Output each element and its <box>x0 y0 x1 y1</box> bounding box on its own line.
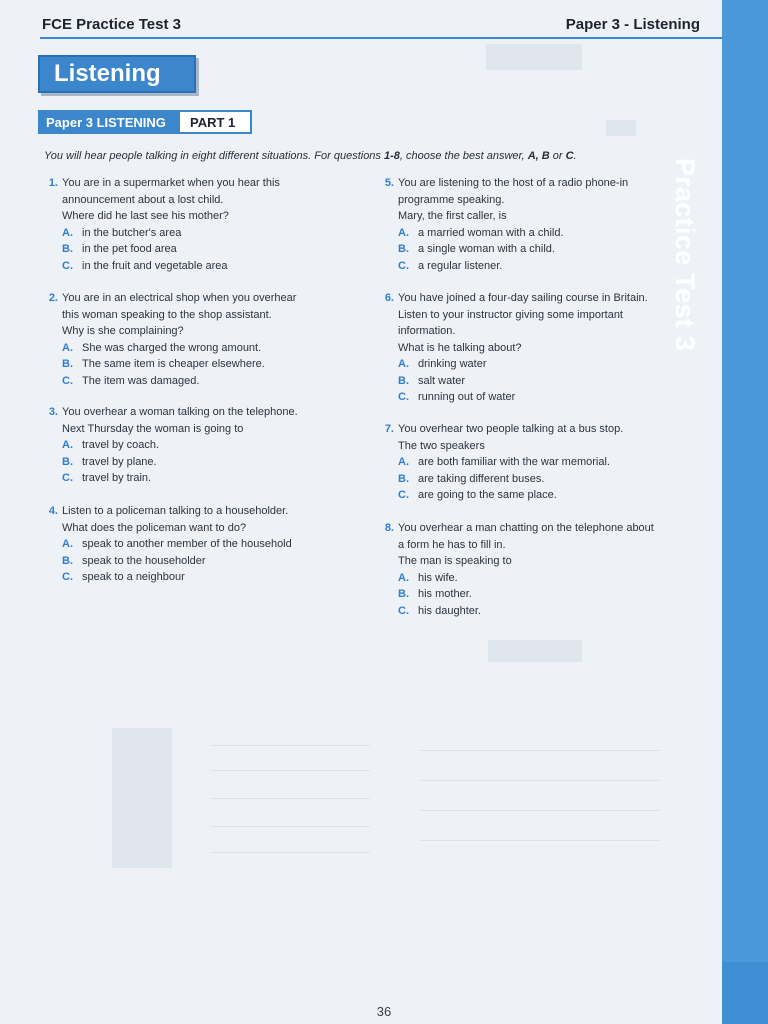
question-text: Where did he last see his mother? <box>62 210 229 222</box>
answer-option[interactable] <box>62 470 298 487</box>
option-text: in the pet food area <box>82 243 177 255</box>
option-text: She was charged the wrong amount. <box>82 341 262 354</box>
question-text: announcement about a lost child. <box>62 193 224 206</box>
instructions-range: 1-8 <box>383 150 400 162</box>
question-number: 3. <box>48 406 58 418</box>
answer-option[interactable] <box>398 454 623 471</box>
option-letter: B. <box>62 554 73 567</box>
answer-option[interactable] <box>62 569 292 586</box>
question-number: 2. <box>48 292 58 304</box>
option-text: a married woman with a child. <box>418 226 564 239</box>
option-text: travel by coach. <box>82 439 160 451</box>
question-text: information. <box>398 325 456 337</box>
question-text: You are listening to the host of a radio phone-in <box>398 177 629 189</box>
option-letter: A. <box>62 538 73 550</box>
option-letter: B. <box>398 472 409 485</box>
question-text: Why is she complaining? <box>62 325 184 337</box>
question-number: 6. <box>384 292 394 304</box>
question-8 <box>384 520 654 619</box>
question-text: You overhear two people talking at a bus stop. <box>398 423 624 435</box>
option-letter: A. <box>398 571 409 584</box>
instructions-text: You will hear people talking in eight different situations. For questions <box>44 150 384 162</box>
side-tab-band <box>722 0 768 1024</box>
option-text: are going to the same place. <box>418 489 557 501</box>
side-tab-label: Practice Test 3 <box>670 158 700 352</box>
ghost-line <box>210 745 370 746</box>
ghost-line <box>210 852 370 853</box>
answer-option[interactable] <box>62 373 296 390</box>
header-rule <box>40 37 724 39</box>
instructions-text: or <box>549 150 566 162</box>
question-text: Mary, the first caller, is <box>398 210 507 222</box>
option-text: The same item is cheaper elsewhere. <box>82 358 265 370</box>
question-number: 8. <box>384 522 394 534</box>
part-bar-part-label: PART 1 <box>180 110 252 134</box>
ghost-box <box>488 640 582 662</box>
ghost-box <box>606 120 636 136</box>
question-4 <box>48 503 292 586</box>
question-6 <box>384 290 648 406</box>
option-letter: B. <box>62 358 73 370</box>
question-7 <box>384 421 624 504</box>
question-text: You overhear a woman talking on the telephone. <box>62 406 298 418</box>
option-text: speak to another member of the household <box>82 538 292 550</box>
question-3 <box>48 404 298 487</box>
question-number: 5. <box>384 177 394 189</box>
answer-option[interactable] <box>62 258 280 275</box>
ghost-line <box>420 810 660 811</box>
answer-option[interactable] <box>398 356 648 373</box>
option-text: salt water <box>418 374 466 387</box>
option-letter: C. <box>398 489 409 501</box>
option-letter: B. <box>62 243 73 255</box>
ghost-box <box>112 728 172 868</box>
question-text: Listen to your instructor giving some important <box>398 308 623 321</box>
answer-option[interactable] <box>398 586 654 603</box>
option-text: travel by plane. <box>82 455 157 468</box>
option-letter: B. <box>398 588 409 600</box>
section-title: Listening <box>38 55 196 93</box>
question-number: 7. <box>384 423 394 435</box>
instructions <box>44 150 704 162</box>
option-text: travel by train. <box>82 472 152 484</box>
ghost-line <box>210 770 370 771</box>
question-text: The man is speaking to <box>398 555 512 567</box>
option-letter: A. <box>62 226 73 239</box>
option-text: in the fruit and vegetable area <box>82 259 228 272</box>
option-letter: C. <box>398 391 409 403</box>
option-letter: C. <box>62 374 73 387</box>
question-text: What is he talking about? <box>398 341 522 354</box>
option-text: his mother. <box>418 588 472 600</box>
option-text: in the butcher's area <box>82 226 182 239</box>
answer-option[interactable] <box>62 454 298 471</box>
header-right-title: Paper 3 - Listening <box>565 16 700 33</box>
answer-option[interactable] <box>398 258 628 275</box>
question-number: 4. <box>48 505 58 517</box>
option-letter: B. <box>398 243 409 255</box>
ghost-line <box>420 840 660 841</box>
answer-option[interactable] <box>62 225 280 242</box>
question-text: You overhear a man chatting on the telephone about <box>398 522 654 534</box>
answer-option[interactable] <box>62 437 298 454</box>
question-text: You have joined a four-day sailing course in Britain. <box>398 292 648 304</box>
answer-option[interactable] <box>398 570 654 587</box>
option-letter: A. <box>62 341 73 354</box>
answer-option[interactable] <box>62 241 280 258</box>
option-letter: C. <box>398 604 409 617</box>
instructions-text: , choose the best answer, <box>399 150 528 162</box>
question-text: You are in an electrical shop when you overhear <box>62 292 297 304</box>
option-letter: C. <box>62 259 73 272</box>
option-text: a single woman with a child. <box>418 243 555 255</box>
question-text: a form he has to fill in. <box>398 538 506 551</box>
option-letter: C. <box>398 259 409 272</box>
question-text: You are in a supermarket when you hear this <box>62 177 280 189</box>
question-2 <box>48 290 297 389</box>
option-letter: B. <box>62 455 73 468</box>
option-text: his daughter. <box>418 604 481 617</box>
page-number: 36 <box>376 1004 392 1019</box>
option-letter: C. <box>62 472 73 484</box>
answer-option[interactable] <box>398 487 623 504</box>
question-text: What does the policeman want to do? <box>62 521 247 534</box>
option-text: The item was damaged. <box>82 374 200 387</box>
question-1 <box>48 175 280 274</box>
option-letter: A. <box>62 439 73 451</box>
answer-option[interactable] <box>398 603 654 620</box>
instructions-text: . <box>573 150 577 162</box>
ghost-box <box>486 44 582 70</box>
answer-option[interactable] <box>398 389 648 406</box>
question-text: this woman speaking to the shop assistant. <box>62 308 272 321</box>
ghost-line <box>210 798 370 799</box>
option-text: speak to the householder <box>82 554 206 567</box>
option-text: are both familiar with the war memorial. <box>418 456 610 468</box>
instructions-answers: A, B <box>527 150 550 162</box>
question-text: The two speakers <box>398 439 485 452</box>
answer-option[interactable] <box>62 340 296 357</box>
ghost-line <box>420 750 660 751</box>
answer-option[interactable] <box>398 225 628 242</box>
part-bar <box>38 110 252 134</box>
question-5 <box>384 175 629 274</box>
option-letter: A. <box>398 226 409 239</box>
option-text: a regular listener. <box>418 259 503 272</box>
option-text: drinking water <box>418 358 487 370</box>
instructions-answers: C <box>565 150 574 162</box>
option-text: running out of water <box>418 391 516 403</box>
answer-option[interactable] <box>398 373 648 390</box>
answer-option[interactable] <box>62 536 292 553</box>
option-letter: A. <box>398 456 409 468</box>
part-bar-paper-label: Paper 3 LISTENING <box>38 110 180 134</box>
answer-option[interactable] <box>398 241 628 258</box>
question-number: 1. <box>48 177 58 189</box>
question-text: Next Thursday the woman is going to <box>62 422 244 435</box>
question-text: programme speaking. <box>398 193 505 206</box>
ghost-line <box>210 826 370 827</box>
answer-option[interactable] <box>62 356 296 373</box>
option-text: his wife. <box>418 571 458 584</box>
answer-option[interactable] <box>398 471 623 488</box>
option-letter: A. <box>398 358 409 370</box>
option-letter: B. <box>398 374 409 387</box>
option-text: are taking different buses. <box>418 472 545 485</box>
answer-option[interactable] <box>62 553 292 570</box>
header-left-title: FCE Practice Test 3 <box>42 16 181 33</box>
option-text: speak to a neighbour <box>82 571 185 583</box>
ghost-line <box>420 780 660 781</box>
question-text: Listen to a policeman talking to a householder. <box>62 505 289 517</box>
option-letter: C. <box>62 571 73 583</box>
